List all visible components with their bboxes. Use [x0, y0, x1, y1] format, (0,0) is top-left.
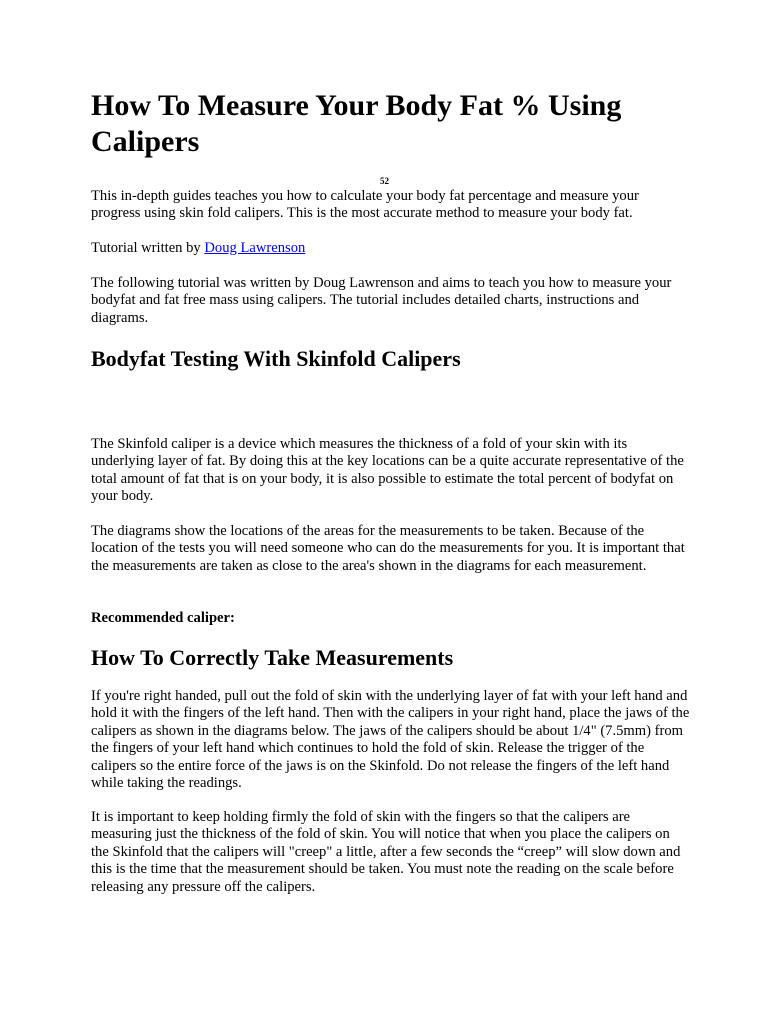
measurements-paragraph-1: If you're right handed, pull out the fold of skin with the underlying layer of fat with your left hand and hold it with the fingers of the left hand. Then with the calipers in your right hand, place the jaws of the calipers as shown in the diagrams below. The jaws of the calipers should be about 1/4" (7.5mm) from the fingers of your left hand which continues to hold the fold of skin. Release the trigger of the calipers so the entire force of the jaws is on the Skinfold. Do not release the fingers of the left hand while taking the readings.: [91, 688, 690, 792]
measurements-paragraph-2: It is important to keep holding firmly the fold of skin with the fingers so that the calipers are measuring just the thickness of the fold of skin. You will notice that when you place the calipers on the Skinfold that the calipers will "creep" a little, after a few seconds the “creep” will slow down and this is the time that the measurement should be taken. You must note the reading on the scale before releasing any pressure off the calipers.: [91, 809, 681, 895]
recommended-caliper-label: Recommended caliper:: [91, 610, 235, 626]
summary-paragraph: The following tutorial was written by Doug Lawrenson and aims to teach you how to measure your bodyfat and fat free mass using calipers. The tutorial includes detailed charts, instructions and diagrams.: [91, 275, 672, 326]
page-title: How To Measure Your Body Fat % Using Calipers: [91, 89, 622, 158]
skinfold-paragraph-1: The Skinfold caliper is a device which measures the thickness of a fold of your skin with its underlying layer of fat. By doing this at the key locations can be a quite accurate representative of the total amount of fat that is on your body, it is also possible to estimate the total percent of bodyfat on your body.: [91, 436, 684, 505]
skinfold-paragraph-2: The diagrams show the locations of the areas for the measurements to be taken. Because of the location of the tests you will need someone who can do the measurements for you. It is important that the measurements are taken as close to the area's shown in the diagrams for each measurement.: [91, 523, 685, 574]
page-counter: 52: [380, 176, 389, 186]
section-heading-skinfold: Bodyfat Testing With Skinfold Calipers: [91, 346, 461, 371]
author-link[interactable]: Doug Lawrenson: [204, 240, 306, 256]
intro-paragraph: This in-depth guides teaches you how to calculate your body fat percentage and measure your progress using skin fold calipers. This is the most accurate method to measure your body fat.: [91, 188, 639, 222]
section-heading-measurements: How To Correctly Take Measurements: [91, 645, 454, 670]
author-prefix: Tutorial written by: [91, 240, 205, 256]
author-line: [91, 240, 691, 257]
